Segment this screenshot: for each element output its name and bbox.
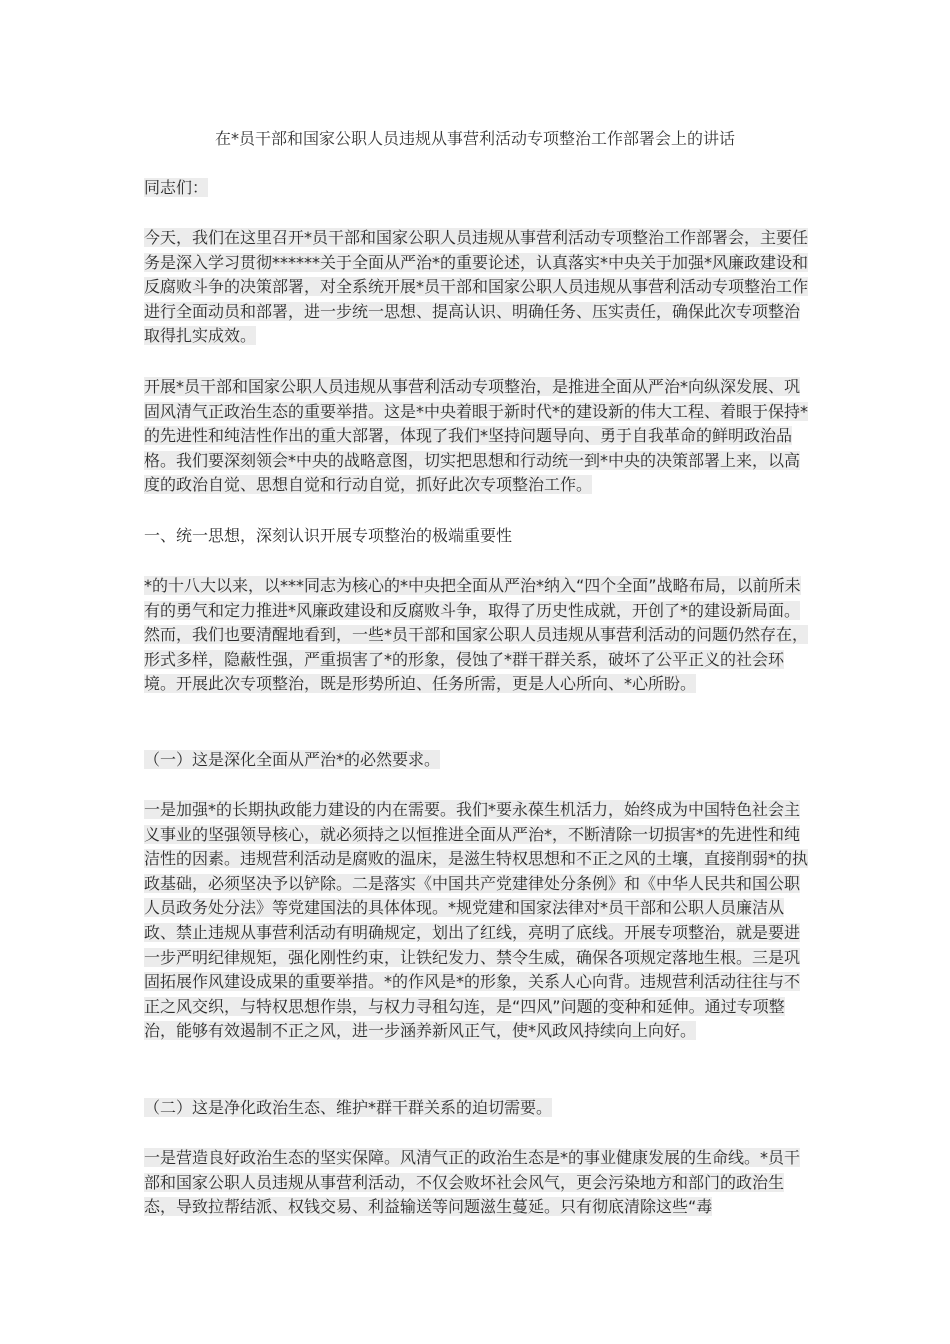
subheading-text: （二）这是净化政治生态、维护*群干群关系的迫切需要。	[144, 1098, 553, 1117]
paragraph-subsection-2	[144, 1146, 808, 1220]
paragraph-significance	[144, 375, 808, 498]
heading-text: 一、统一思想，深刻认识开展专项整治的极端重要性	[144, 526, 513, 545]
paragraph-text: 一是营造良好政治生态的坚实保障。风清气正的政治生态是*的事业健康发展的生命线。*员干部和国家公职人员违规从事营利活动，不仅会败坏社会风气，更会污染地方和部门的政治生态，导致拉帮结派、权钱交易、利益输送等问题滋生蔓延。只有彻底清除这些“毒	[144, 1148, 801, 1217]
salutation	[144, 176, 808, 201]
paragraph-text: 一是加强*的长期执政能力建设的内在需要。我们*要永葆生机活力，始终成为中国特色社会主义事业的坚强领导核心，就必须持之以恒推进全面从严治*，不断清除一切损害*的先进性和纯洁性的因素。违规营利活动是腐败的温床，是滋生特权思想和不正之风的土壤，直接削弱*的执政基础，必须坚决予以铲除。二是落实《中国共产党建律处分条例》和《中华人民共和国公职人员政务处分法》等党建国法的具体体现。*规党建和国家法律对*员干部和公职人员廉洁从政、禁止违规从事营利活动有明确规定，划出了红线，亮明了底线。开展专项整治，就是要进一步严明纪律规矩，强化刚性约束，让铁纪发力、禁令生威，确保各项规定落地生根。三是巩固拓展作风建设成果的重要举措。*的作风是*的形象，关系人心向背。违规营利活动往往与不正之风交织，与特权思想作祟，与权力寻租勾连，是“四风”问题的变种和延伸。通过专项整治，能够有效遏制不正之风，进一步涵养新风正气，使*风政风持续向上向好。	[144, 800, 809, 1041]
paragraph-text: 开展*员干部和国家公职人员违规从事营利活动专项整治，是推进全面从严治*向纵深发展、巩固风清气正政治生态的重要举措。这是*中央着眼于新时代*的建设新的伟大工程、着眼于保持*的先进性和纯洁性作出的重大部署，体现了我们*坚持问题导向、勇于自我革命的鲜明政治品格。我们要深刻领会*中央的战略意图，切实把思想和行动统一到*中央的决策部署上来，以高度的政治自觉、思想自觉和行动自觉，抓好此次专项整治工作。	[144, 377, 809, 495]
document-title: 在*员干部和国家公职人员违规从事营利活动专项整治工作部署会上的讲话	[214, 129, 735, 148]
paragraph-text: 今天，我们在这里召开*员干部和国家公职人员违规从事营利活动专项整治工作部署会，主要任务是深入学习贯彻******关于全面从严治*的重要论述，认真落实*中央关于加强*风廉政建设和反腐败斗争的决策部署，对全系统开展*员干部和国家公职人员违规从事营利活动专项整治工作进行全面动员和部署，进一步统一思想、提高认识、明确任务、压实责任，确保此次专项整治取得扎实成效。	[144, 228, 809, 346]
paragraph-background	[144, 574, 808, 697]
paragraph-text: *的十八大以来，以***同志为核心的*中央把全面从严治*纳入“四个全面”战略布局，以前所未有的勇气和定力推进*风廉政建设和反腐败斗争，取得了历史性成就，开创了*的建设新局面。然而，我们也要清醒地看到，一些*员干部和国家公职人员违规从事营利活动的问题仍然存在，形式多样，隐蔽性强，严重损害了*的形象，侵蚀了*群干群关系，破坏了公平正义的社会环境。开展此次专项整治，既是形势所迫、任务所需，更是人心所向、*心所盼。	[144, 576, 809, 694]
subheading-text: （一）这是深化全面从严治*的必然要求。	[144, 750, 441, 769]
subheading-2	[144, 1096, 808, 1121]
salutation-text: 同志们：	[144, 178, 209, 197]
subheading-1	[144, 748, 808, 773]
section-heading-1	[144, 524, 808, 549]
paragraph-subsection-1	[144, 798, 808, 1044]
paragraph-intro	[144, 226, 808, 349]
